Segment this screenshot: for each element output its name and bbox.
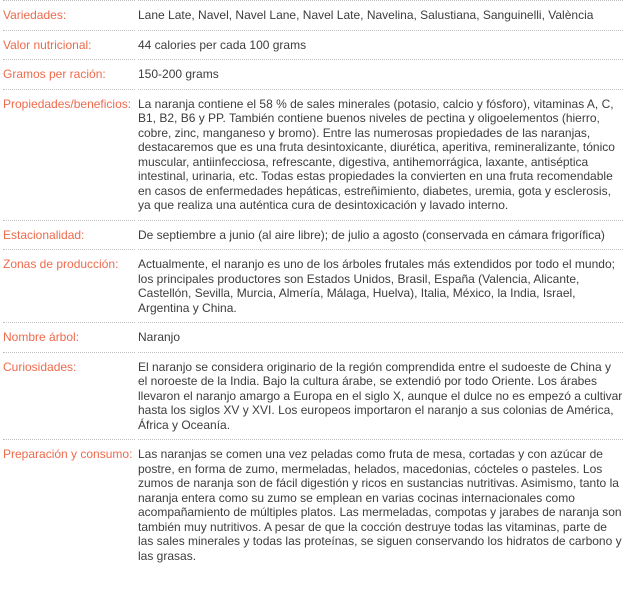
table-row [3,59,623,89]
row-label: Zonas de producción: [3,249,135,322]
table-row [3,0,623,30]
row-label: Valor nutricional: [3,30,135,60]
row-label: Variedades: [3,0,135,30]
table-row [3,439,623,570]
row-value: Lane Late, Navel, Navel Lane, Navel Late, Navelina, Salustiana, Sanguinelli, València [138,0,623,30]
info-table-body [3,0,623,570]
table-row [3,352,623,440]
row-value: La naranja contiene el 58 % de sales minerales (potasio, calcio y fósforo), vitaminas A, C, B1, B2, B6 y PP. También contiene buenos niveles de pectina y oligoelementos (hierro, cobre, zinc, manganeso y bromo). Entre las numerosas propiedades de las naranjas, destacaremos que es una fruta desintoxicante, diurética, aperitiva, remineralizante, tónico muscular, antiinfecciosa, refrescante, digestiva, antihemorrágica, laxante, antiséptica intestinal, urinaria, etc. Todas estas propiedades la convierten en una fruta recomendable en casos de enfermedades hepáticas, estreñimiento, diabetes, uremia, gota y esclerosis, ya que realiza una auténtica cura de desintoxicación y lavado interno. [138,89,623,220]
row-label: Propiedades/beneficios: [3,89,135,220]
row-value: Actualmente, el naranjo es uno de los árboles frutales más extendidos por todo el mundo; los principales productores son Estados Unidos, Brasil, España (Valencia, Alicante, Castellón, Sevilla, Murcia, Almería, Málaga, Huelva), Italia, México, la India, Israel, Argentina y China. [138,249,623,322]
table-row [3,249,623,322]
table-row [3,89,623,220]
row-label: Curiosidades: [3,352,135,440]
row-value: De septiembre a junio (al aire libre); de julio a agosto (conservada en cámara frigorífica) [138,220,623,250]
row-label: Estacionalidad: [3,220,135,250]
row-value: Naranjo [138,322,623,352]
row-label: Nombre árbol: [3,322,135,352]
row-label: Gramos per ración: [3,59,135,89]
table-row [3,322,623,352]
table-row [3,220,623,250]
row-value: Las naranjas se comen una vez peladas como fruta de mesa, cortadas y con azúcar de postre, en forma de zumo, mermeladas, helados, macedonias, cócteles o pasteles. Los zumos de naranja son de fácil digestión y ricos en sustancias nutritivas. Asimismo, tanto la naranja entera como su zumo se emplean en varias cocinas internacionales como acompañamiento de múltiples platos. Las mermeladas, compotas y jarabes de naranja son también muy nutritivos. A pesar de que la cocción destruye todas las vitaminas, parte de las sales minerales y todas las proteínas, se siguen conservando los hidratos de carbono y las grasas. [138,439,623,570]
row-label: Preparación y consumo: [3,439,135,570]
table-row [3,30,623,60]
row-value: El naranjo se considera originario de la región comprendida entre el sudoeste de China y el noroeste de la India. Bajo la cultura árabe, se extendió por todo Oriente. Los árabes llevaron el naranjo amargo a Europa en el siglo X, aunque el dulce no es empezó a cultivar hasta los siglos XV y XVI. Los europeos importaron el naranjo a sus colonias de América, África y Oceanía. [138,352,623,440]
row-value: 150-200 grams [138,59,623,89]
row-value: 44 calories per cada 100 grams [138,30,623,60]
